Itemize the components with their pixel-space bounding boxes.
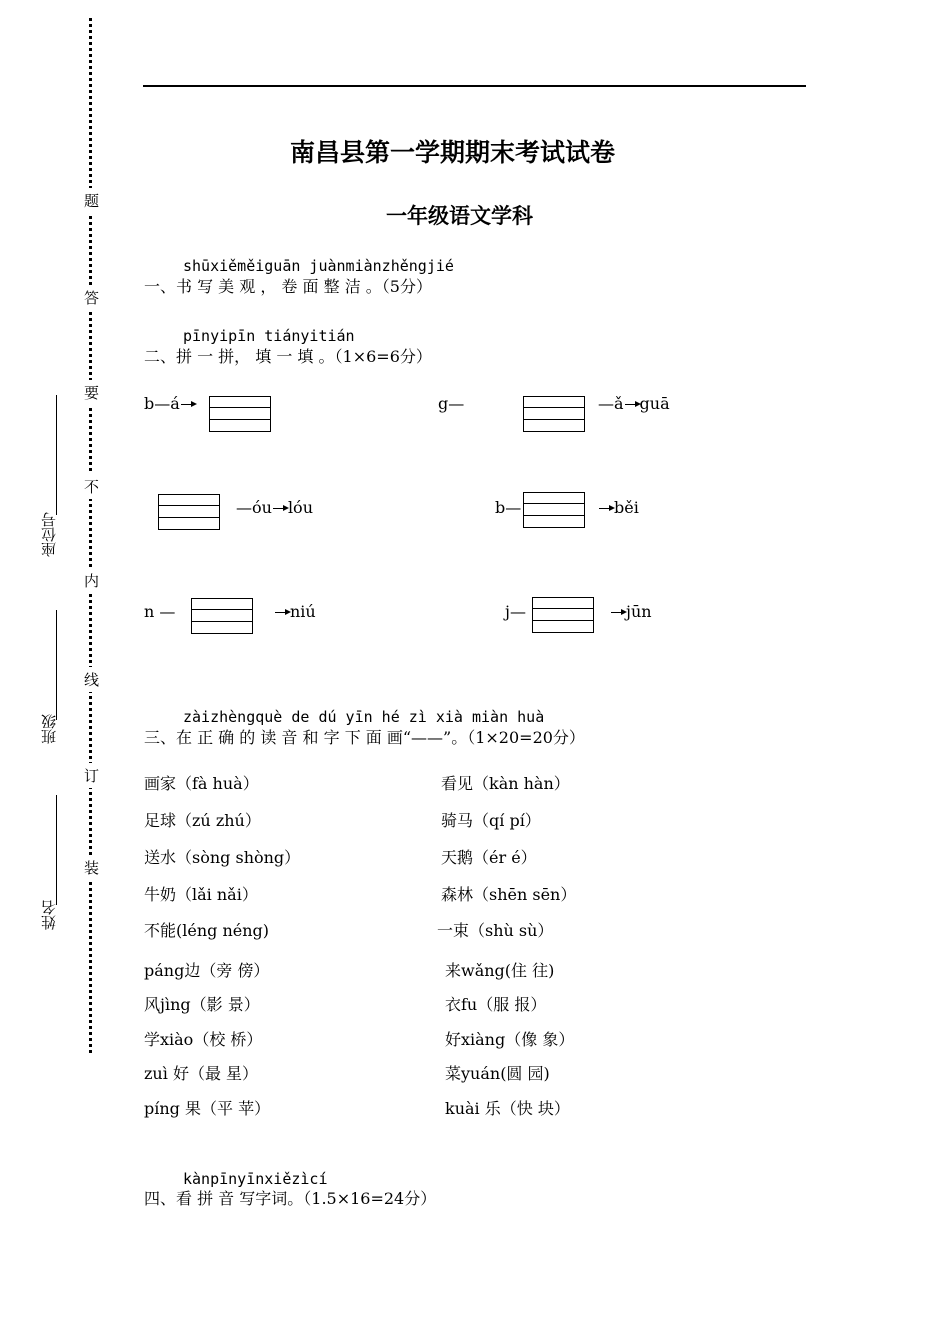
side-char: 装 bbox=[84, 855, 99, 880]
q2-item-5-right: niú bbox=[274, 602, 316, 621]
q2-item-5-left: n — bbox=[144, 602, 176, 621]
q2-item-2-right: —ǎ guā bbox=[598, 394, 670, 413]
q3-text: 三、在 正 确 的 读 音 和 字 下 面 画“——”。（1×20=20分） bbox=[144, 728, 585, 747]
binding-dotted-line bbox=[89, 18, 92, 1053]
q2-text: 二、拼 一 拼， 填 一 填 。（1×6=6分） bbox=[144, 347, 432, 366]
q3-right-item[interactable]: 衣fu（服 报） bbox=[445, 995, 547, 1014]
q4-text: 四、看 拼 音 写字词。（1.5×16=24分） bbox=[144, 1189, 437, 1208]
q3-left-item[interactable]: 足球（zú zhú） bbox=[144, 811, 261, 830]
q2-item-6-left: j— bbox=[505, 602, 526, 621]
q3-right-item[interactable]: kuài 乐（快 块） bbox=[445, 1099, 570, 1118]
class-field[interactable] bbox=[56, 610, 57, 720]
page-title: 南昌县第一学期期末考试试卷 bbox=[290, 138, 616, 167]
side-char: 订 bbox=[84, 763, 99, 788]
q2-item-2-left: g— bbox=[438, 394, 465, 413]
q2-pinyin: pīnyipīn tiányitián bbox=[183, 327, 355, 345]
q2-item-4-left: b— bbox=[495, 498, 522, 517]
header-rule bbox=[143, 85, 806, 87]
q3-pinyin: zàizhèngquè de dú yīn hé zì xià miàn huà bbox=[183, 708, 545, 726]
q3-left-item[interactable]: píng 果（平 苹） bbox=[144, 1099, 271, 1118]
side-char: 不 bbox=[84, 474, 99, 499]
q3-right-item[interactable]: 好xiàng（像 象） bbox=[445, 1030, 575, 1049]
q3-left-item[interactable]: 不能(léng néng) bbox=[144, 921, 270, 940]
page-subtitle: 一年级语文学科 bbox=[386, 204, 533, 228]
q3-left-item[interactable]: 送水（sòng shòng） bbox=[144, 848, 301, 867]
q2-item-4-right: běi bbox=[598, 498, 639, 517]
q3-left-item[interactable]: 画家（fà huà） bbox=[144, 774, 259, 793]
q2-answer-box-3[interactable] bbox=[158, 494, 220, 530]
q2-answer-box-2[interactable] bbox=[523, 396, 585, 432]
q3-left-item[interactable]: zuì 好（最 星） bbox=[144, 1064, 259, 1083]
side-char: 题 bbox=[84, 188, 99, 213]
q3-right-item[interactable]: 看见（kàn hàn） bbox=[441, 774, 570, 793]
q1-text: 一、书 写 美 观 ， 卷 面 整 洁 。（5分） bbox=[144, 277, 432, 296]
q4-pinyin: kànpīnyīnxiězìcí bbox=[183, 1170, 328, 1188]
q3-right-item[interactable]: 菜yuán(圆 园) bbox=[445, 1064, 550, 1083]
seat-number-field[interactable] bbox=[56, 395, 57, 515]
side-char: 线 bbox=[84, 667, 99, 692]
q3-left-item[interactable]: 学xiào（校 桥） bbox=[144, 1030, 263, 1049]
q2-answer-box-1[interactable] bbox=[209, 396, 271, 432]
q2-item-6-right: jūn bbox=[610, 602, 652, 621]
seat-number-label: 座位号 bbox=[40, 512, 58, 557]
name-label: 姓名 bbox=[40, 900, 58, 930]
side-char: 答 bbox=[84, 285, 99, 310]
class-label: 班级 bbox=[40, 714, 58, 744]
q3-left-item[interactable]: 牛奶（lǎi nǎi） bbox=[144, 885, 258, 904]
q2-item-3-right: —óu lóu bbox=[236, 498, 313, 517]
side-char: 内 bbox=[84, 568, 99, 593]
side-char: 要 bbox=[84, 380, 99, 405]
q3-right-item[interactable]: 一束（shù sù） bbox=[437, 921, 554, 940]
q2-item-1-left: b—á bbox=[144, 394, 196, 413]
q3-left-item[interactable]: 风jìng（影 景） bbox=[144, 995, 260, 1014]
q3-right-item[interactable]: 森林（shēn sēn） bbox=[441, 885, 577, 904]
q3-right-item[interactable]: 骑马（qí pí） bbox=[441, 811, 541, 830]
name-field[interactable] bbox=[56, 795, 57, 905]
q3-right-item[interactable]: 天鹅（ér é） bbox=[441, 848, 537, 867]
q1-pinyin: shūxiěměiguān juànmiànzhěngjié bbox=[183, 257, 454, 275]
q3-left-item[interactable]: páng边（旁 傍） bbox=[144, 961, 270, 980]
q2-answer-box-4[interactable] bbox=[523, 492, 585, 528]
q2-answer-box-5[interactable] bbox=[191, 598, 253, 634]
q3-right-item[interactable]: 来wǎng(住 往) bbox=[445, 961, 555, 980]
q2-answer-box-6[interactable] bbox=[532, 597, 594, 633]
